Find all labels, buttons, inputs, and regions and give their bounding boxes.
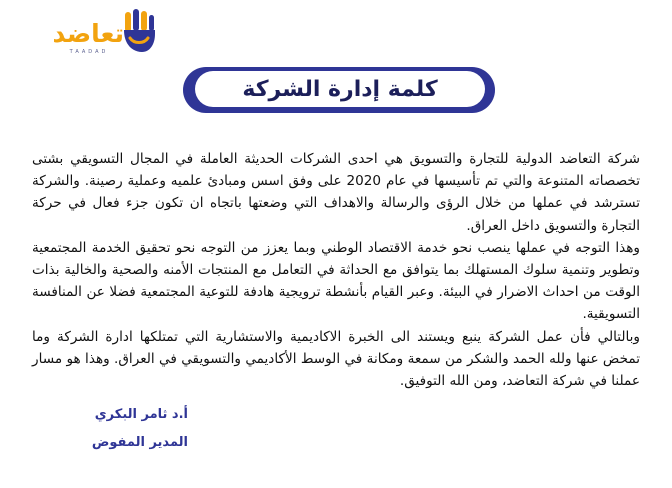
paragraph-2: وهذا التوجه في عملها ينصب نحو خدمة الاقتصاد الوطني وبما يعزز من التوجه نحو تحقيق الخدمة المجتمعية وتطوير وتنمية سلوك المستهلك بما يتوافق مع الحداثة في التعامل مع المنتجات الأمنه والصحية والخالية بذات الوقت من احداث الاضرار في البيئة. وعبر القيام بأنشطة ترويجية هادفة للتوعية المجتمعية فضلا عن المنافسة التسويقية. — [32, 239, 640, 323]
logo-subtitle: TAADAD — [69, 49, 109, 55]
logo-name: تعاضد — [52, 19, 124, 48]
paragraph-3: وبالتالي فأن عمل الشركة ينبع ويستند الى الخبرة الاكاديمية والاستشارية التي تمتلكها ادارة الشركة وما تمخض عنها ولله الحمد والشكر من سمعة ومكانة في الوسط الأكاديمي والتسويقي في العراق. وهذا هو مسار عملنا في شركة التعاضد، ومن الله التوفيق. — [32, 328, 640, 390]
hand-icon — [122, 8, 156, 56]
signature-block — [68, 401, 188, 457]
company-logo — [52, 8, 162, 58]
page-title-banner — [183, 67, 495, 113]
signature-name: أ.د ثامر البكري — [94, 407, 188, 422]
message-body — [32, 148, 640, 392]
signature-role: المدير المفوض — [91, 435, 188, 450]
page-title: كلمة إدارة الشركة — [195, 71, 485, 107]
paragraph-1: شركة التعاضد الدولية للتجارة والتسويق هي احدى الشركات الحديثة العاملة في المجال التسويقي بشتى تخصصاته المتنوعة والتي تم تأسيسها في عام 2020 على وفق اسس ومبادئ علميه وعملية رصينة. والشركة تسترشد في عملها من خلال الرؤى والرسالة والاهداف التي وضعتها باتجاه ان تكون جزء فعال في حركة التجارة والتسويق داخل العراق. — [32, 151, 640, 234]
